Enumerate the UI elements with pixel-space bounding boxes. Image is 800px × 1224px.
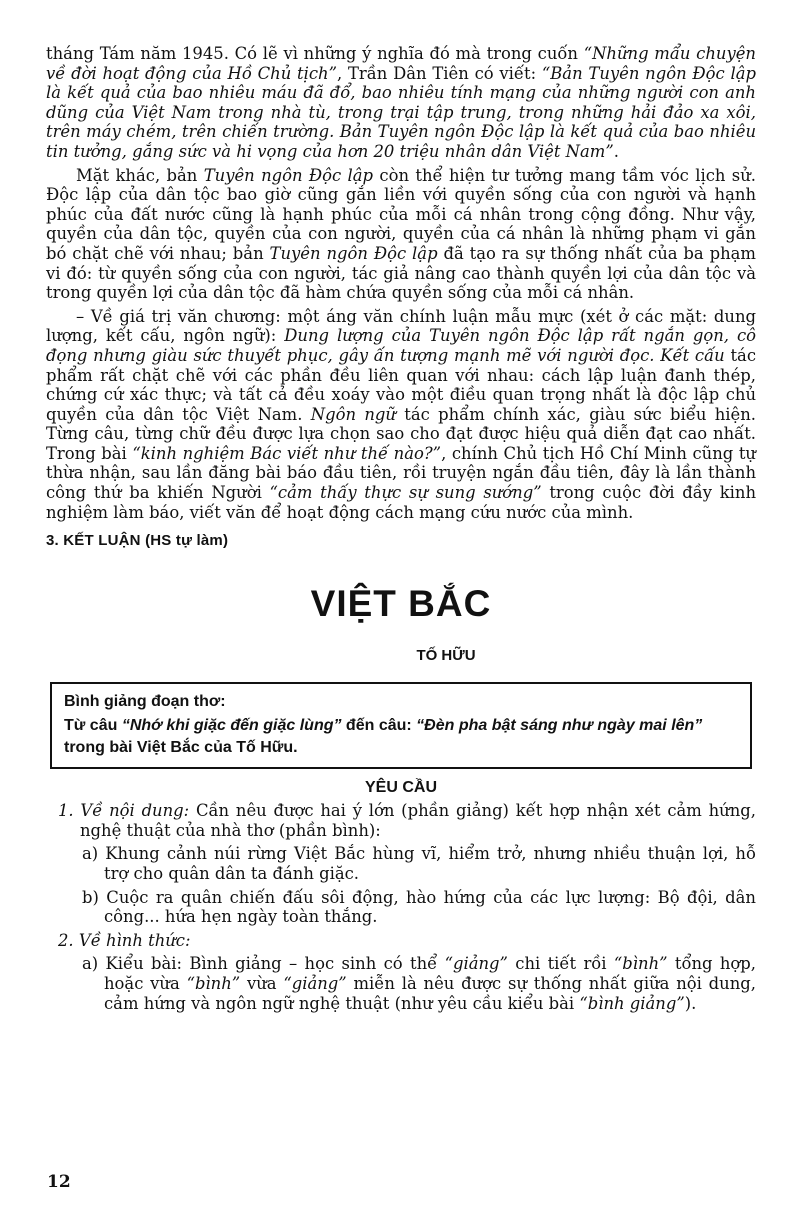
emphasis: “bình” — [613, 954, 668, 974]
text: miễn là nêu được sự thống nhất giữa nội dung, cảm hứng và ngôn ngữ nghệ thuật (như yêu cầu kiểu bài — [104, 974, 756, 1013]
requirement-1 — [46, 801, 756, 840]
text: đến câu: — [341, 717, 417, 735]
conclusion-heading: 3. KẾT LUẬN (HS tự làm) — [46, 532, 229, 550]
emphasis: Tuyên ngôn Độc lập — [269, 243, 438, 263]
page-number: 12 — [47, 1172, 71, 1192]
assignment-box — [50, 682, 752, 769]
requirement-1a: a) Khung cảnh núi rừng Việt Bắc hùng vĩ, hiểm trở, nhưng nhiều thuận lợi, hỗ trợ cho quân dân ta đánh giặc. — [82, 844, 756, 884]
text: đã tạo ra sự thống nhất của ba phạm vi đó: từ quyền sống của con người, tác giả nâng cao thành quyền lợi của dân tộc và trong quyền lợi của dân tộc đã hàm chứa quyền sống của mỗi cá nhân. — [46, 243, 756, 303]
text: , chính Chủ tịch Hồ Chí Minh cũng tự thừa nhận, sau lần đăng bài báo đầu tiên, rồi truyện ngắn đầu tiên, đây là lần thành công thứ ba khiến Người — [46, 443, 756, 503]
text: ). — [684, 993, 697, 1013]
text: còn thể hiện tư tưởng mang tầm vóc lịch sử. Độc lập của dân tộc bao giờ cũng gắn liền với quyền sống của con người và hạnh phúc của đất nước cũng là hạnh phúc của mỗi cá nhân trong cộng đồng. Như vậy, quyền của dân tộc, quyền của con người, quyền của cá nhân là những phạm vi gắn bó chặt chẽ với nhau; bản — [46, 165, 756, 263]
text: tổng hợp, hoặc vừa — [104, 954, 756, 993]
emphasis: Dung lượng của Tuyên ngôn Độc lập rất ngắn gọn, cô đọng nhưng giàu sức thuyết phục, gây ấn tượng mạnh mẽ với người đọc. Kết cấu — [46, 326, 756, 365]
paragraph-2 — [46, 166, 756, 303]
emphasis: “bình giảng” — [579, 993, 685, 1013]
text: – Về giá trị văn chương: một áng văn chính luận mẫu mực (xét ở các mặt: dung lượng, kết cấu, ngôn ngữ): — [46, 306, 756, 346]
poem-line: “Đèn pha bật sáng như ngày mai lên” — [416, 717, 703, 735]
text: trong bài Việt Bắc của Tố Hữu. — [64, 739, 298, 757]
item-number: 1. — [58, 801, 81, 821]
text: tác phẩm chính xác, giàu sức biểu hiện. Từng câu, từng chữ đều được lựa chọn sao cho đạt được hiệu quả diễn đạt cao nhất. Trong bài — [46, 404, 757, 463]
item-label: Về hình thức: — [78, 930, 191, 950]
assignment-text — [64, 715, 738, 759]
text: tác phẩm rất chặt chẽ với các phần đều liên quan với nhau: cách lập luận đanh thép, chứng cứ xác thực; và tất cả đều xoáy vào một điều quan trọng nhất là độc lập chủ quyền của dân tộc Việt Nam. — [46, 345, 756, 424]
item-label: Về nội dung: — [80, 801, 190, 821]
section-title: VIỆT BẮC — [310, 583, 492, 625]
emphasis: “cảm thấy thực sự sung sướng” — [269, 483, 542, 503]
text: . — [613, 141, 619, 161]
emphasis: Ngôn ngữ — [310, 404, 396, 424]
text: a) Kiểu bài: Bình giảng – học sinh có thể — [82, 954, 445, 974]
assignment-heading: Bình giảng đoạn thơ: — [64, 693, 226, 711]
text: Từ câu — [64, 717, 122, 735]
text: , Trần Dân Tiên có viết: — [337, 63, 542, 83]
requirements-list — [46, 801, 756, 1013]
emphasis: “giảng” — [283, 974, 347, 993]
quotation: “Bản Tuyên ngôn Độc lập là kết quả của bao nhiêu máu đã đổ, bao nhiêu tính mạng của những người con anh dũng của Việt Nam trong nhà tù, trong trại tập trung, trong những hải đảo xa xôi, trên máy chém, trên chiến trường. Bản Tuyên ngôn Độc lập là kết quả của bao nhiêu tin tưởng, gắng sức và hi vọng của hơn 20 triệu nhân dân Việt Nam” — [46, 63, 756, 161]
emphasis: “kinh nghiệm Bác viết như thế nào?” — [132, 443, 442, 463]
emphasis: “giảng” — [444, 954, 508, 974]
paragraph-1 — [46, 44, 756, 162]
requirement-1b: b) Cuộc ra quân chiến đấu sôi động, hào hứng của các lực lượng: Bộ đội, dân công... hứa hẹn ngày toàn thắng. — [82, 887, 756, 927]
text: Cần nêu được hai ý lớn (phần giảng) kết hợp nhận xét cảm hứng, nghệ thuật của nhà thơ (phần bình): — [80, 801, 756, 840]
emphasis: “bình” — [186, 974, 241, 993]
item-number: 2. — [58, 930, 79, 950]
author-name: TỐ HỮU — [416, 647, 476, 665]
emphasis: Tuyên ngôn Độc lập — [203, 165, 374, 185]
poem-line: “Nhớ khi giặc đến giặc lùng” — [121, 717, 342, 735]
text: vừa — [240, 974, 284, 993]
requirements-title: YÊU CẦU — [364, 779, 437, 797]
paragraph-3 — [46, 307, 756, 523]
requirement-2a — [46, 954, 756, 1013]
text: chi tiết rồi — [507, 954, 614, 974]
requirement-2 — [46, 931, 756, 951]
text: Mặt khác, bản — [76, 165, 204, 185]
book-title: “Những mẩu chuyện về đời hoạt động của Hồ Chủ tịch” — [46, 44, 756, 83]
text: tháng Tám năm 1945. Có lẽ vì những ý nghĩa đó mà trong cuốn — [46, 44, 584, 63]
text: trong cuộc đời đầy kinh nghiệm làm báo, viết văn để hoạt động cách mạng cứu nước của mình. — [46, 483, 757, 522]
